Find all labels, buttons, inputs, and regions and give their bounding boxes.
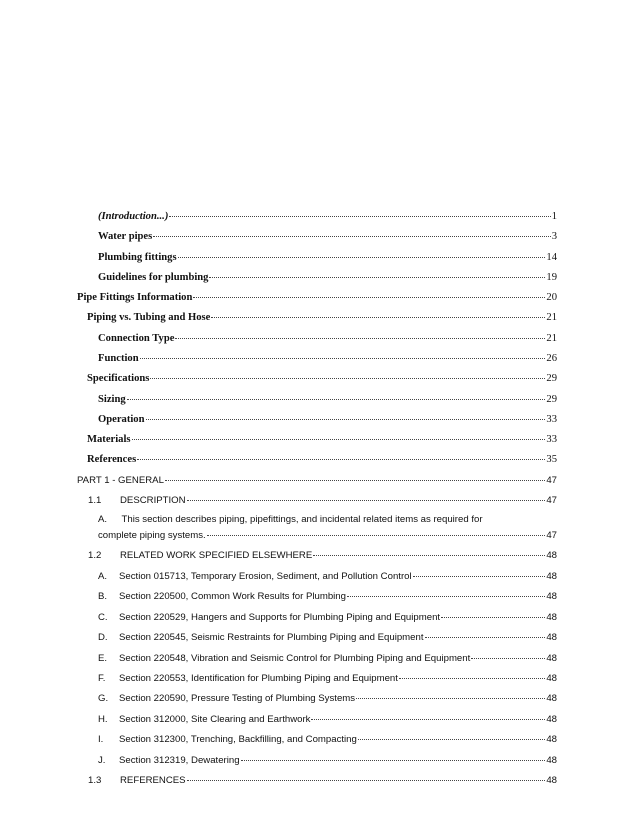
toc-entry-number: F. (98, 673, 106, 684)
toc-entry[interactable] (98, 269, 557, 285)
toc-entry[interactable] (77, 289, 557, 305)
toc-entry-label: Connection Type (98, 333, 175, 344)
dot-leader (175, 328, 545, 339)
toc-entry-page: 48 (546, 632, 557, 643)
toc-entry-label: RELATED WORK SPECIFIED ELSEWHERE (120, 550, 313, 561)
dot-leader (140, 348, 546, 359)
dot-leader (127, 389, 546, 400)
dot-leader (413, 566, 546, 577)
toc-entry-number: H. (98, 714, 108, 725)
dot-leader (187, 490, 546, 501)
toc-entry[interactable] (88, 547, 557, 563)
toc-entry-page: 33 (546, 434, 557, 445)
toc-entry-label: Section 220500, Common Work Results for Plumbing (119, 591, 346, 602)
toc-entry-page: 1 (551, 211, 557, 222)
dot-leader (207, 525, 546, 536)
toc-entry-page: 48 (546, 693, 557, 704)
dot-leader (358, 729, 545, 740)
toc-entry-label: Section 312319, Dewatering (119, 755, 240, 766)
dot-leader (241, 750, 546, 761)
toc-entry-number: G. (98, 693, 109, 704)
toc-entry[interactable] (98, 629, 557, 645)
toc-entry[interactable] (98, 670, 557, 686)
toc-entry-label: Sizing (98, 394, 126, 405)
toc-entry-label: Piping vs. Tubing and Hose (87, 312, 211, 323)
toc-entry-number: 1.1 (88, 495, 102, 506)
toc-entry-page: 33 (546, 414, 557, 425)
toc-entry-page: 29 (546, 394, 557, 405)
toc-entry-page: 29 (546, 373, 557, 384)
toc-entry-number: A. (98, 571, 108, 582)
dot-leader (187, 770, 546, 781)
toc-entry-label: Section 220529, Hangers and Supports for Plumbing Piping and Equipment (119, 612, 441, 623)
toc-entry-page: 48 (546, 653, 557, 664)
toc-entry-page: 21 (546, 312, 557, 323)
toc-entry-number: 1.3 (88, 775, 102, 786)
toc-entry-label: Materials (87, 434, 131, 445)
toc-entry-label: Section 220548, Vibration and Seismic Control for Plumbing Piping and Equipment (119, 653, 471, 664)
toc-entry-page: 26 (546, 353, 557, 364)
toc-entry[interactable] (88, 492, 557, 508)
toc-entry[interactable] (98, 711, 557, 727)
toc-entry-page: 48 (546, 612, 557, 623)
toc-entry[interactable] (77, 472, 557, 488)
toc-entry[interactable] (98, 588, 557, 604)
dot-leader (313, 545, 545, 556)
toc-entry-label: Section 015713, Temporary Erosion, Sediment, and Pollution Control (119, 571, 412, 582)
toc-entry-label: Guidelines for plumbing (98, 272, 209, 283)
toc-entry-number: D. (98, 632, 108, 643)
toc-entry-number: B. (98, 591, 108, 602)
dot-leader (137, 449, 545, 460)
dot-leader (169, 206, 550, 217)
toc-entry-label: Function (98, 353, 139, 364)
toc-entry-page: 48 (546, 591, 557, 602)
dot-leader (311, 709, 545, 720)
dot-leader (153, 226, 550, 237)
toc-entry[interactable] (98, 568, 557, 584)
toc-entry-page: 48 (546, 550, 557, 561)
toc-entry-page: 14 (546, 252, 557, 263)
dot-leader (471, 648, 545, 659)
dot-leader (425, 627, 546, 638)
toc-entry-page: 35 (546, 454, 557, 465)
dot-leader (178, 247, 546, 258)
toc-entry-label: Section 220590, Pressure Testing of Plumbing Systems (119, 693, 356, 704)
toc-entry-page: 47 (546, 530, 557, 541)
toc-entry-number: C. (98, 612, 108, 623)
toc-entry-page: 19 (546, 272, 557, 283)
dot-leader (165, 470, 545, 481)
toc-entry-label: Operation (98, 414, 145, 425)
toc-entry-label: Water pipes (98, 231, 153, 242)
toc-entry-label: DESCRIPTION (120, 495, 186, 506)
toc-entry[interactable] (87, 431, 557, 447)
toc-entry-label: Section 220545, Seismic Restraints for Plumbing Piping and Equipment (119, 632, 424, 643)
toc-entry-label: Pipe Fittings Information (77, 292, 193, 303)
toc-entry[interactable] (98, 731, 557, 747)
dot-leader (399, 668, 545, 679)
toc-entry-page: 47 (546, 495, 557, 506)
toc-entry-page: 3 (551, 231, 557, 242)
toc-entry-label: Section 312000, Site Clearing and Earthwork (119, 714, 311, 725)
dot-leader (150, 368, 545, 379)
dot-leader (146, 409, 546, 420)
toc-entry[interactable] (98, 330, 557, 346)
toc-entry-label: (Introduction...) (98, 211, 169, 222)
toc-entry-label: Plumbing fittings (98, 252, 177, 263)
toc-entry-number: E. (98, 653, 108, 664)
toc-entry-label-line1: This section describes piping, pipefittings, and incidental related items as required for (121, 514, 483, 525)
dot-leader (211, 307, 545, 318)
toc-entry-page: 48 (546, 775, 557, 786)
toc-entry-page: 48 (546, 571, 557, 582)
toc-entry-label: PART 1 - GENERAL (77, 475, 164, 486)
toc-entry-page: 48 (546, 734, 557, 745)
dot-leader (347, 586, 545, 597)
toc-entry-page: 48 (546, 673, 557, 684)
toc-entry[interactable] (98, 752, 557, 768)
toc-entry-label: Section 220553, Identification for Plumbing Piping and Equipment (119, 673, 398, 684)
toc-entry-number: 1.2 (88, 550, 102, 561)
toc-entry-number: A. (98, 514, 108, 525)
toc-entry[interactable] (98, 527, 557, 543)
toc-entry-page: 47 (546, 475, 557, 486)
dot-leader (441, 607, 545, 618)
toc-entry[interactable] (88, 772, 557, 788)
toc-entry-label-line2: complete piping systems. (98, 530, 206, 541)
dot-leader (193, 287, 545, 298)
toc-entry[interactable] (87, 370, 557, 386)
toc-entry[interactable] (98, 249, 557, 265)
toc-entry[interactable] (98, 228, 557, 244)
toc-entry-label: Specifications (87, 373, 150, 384)
dot-leader (132, 429, 546, 440)
toc-entry-number: J. (98, 755, 106, 766)
toc-entry[interactable] (98, 391, 557, 407)
toc-entry-label: Section 312300, Trenching, Backfilling, and Compacting (119, 734, 357, 745)
dot-leader (356, 688, 545, 699)
toc-entry[interactable] (98, 411, 557, 427)
toc-entry-label: References (87, 454, 137, 465)
toc-entry[interactable] (98, 208, 557, 224)
toc-entry-page: 20 (546, 292, 557, 303)
toc-entry[interactable] (98, 609, 557, 625)
toc-entry-page: 48 (546, 755, 557, 766)
toc-entry-number: I. (98, 734, 104, 745)
toc-entry[interactable] (87, 451, 557, 467)
toc-entry[interactable] (98, 350, 557, 366)
toc-entry-label: REFERENCES (120, 775, 186, 786)
toc-entry[interactable] (98, 690, 557, 706)
toc-entry-page: 48 (546, 714, 557, 725)
toc-entry[interactable] (87, 309, 557, 325)
toc-entry[interactable] (98, 650, 557, 666)
dot-leader (209, 267, 545, 278)
toc-entry-page: 21 (546, 333, 557, 344)
